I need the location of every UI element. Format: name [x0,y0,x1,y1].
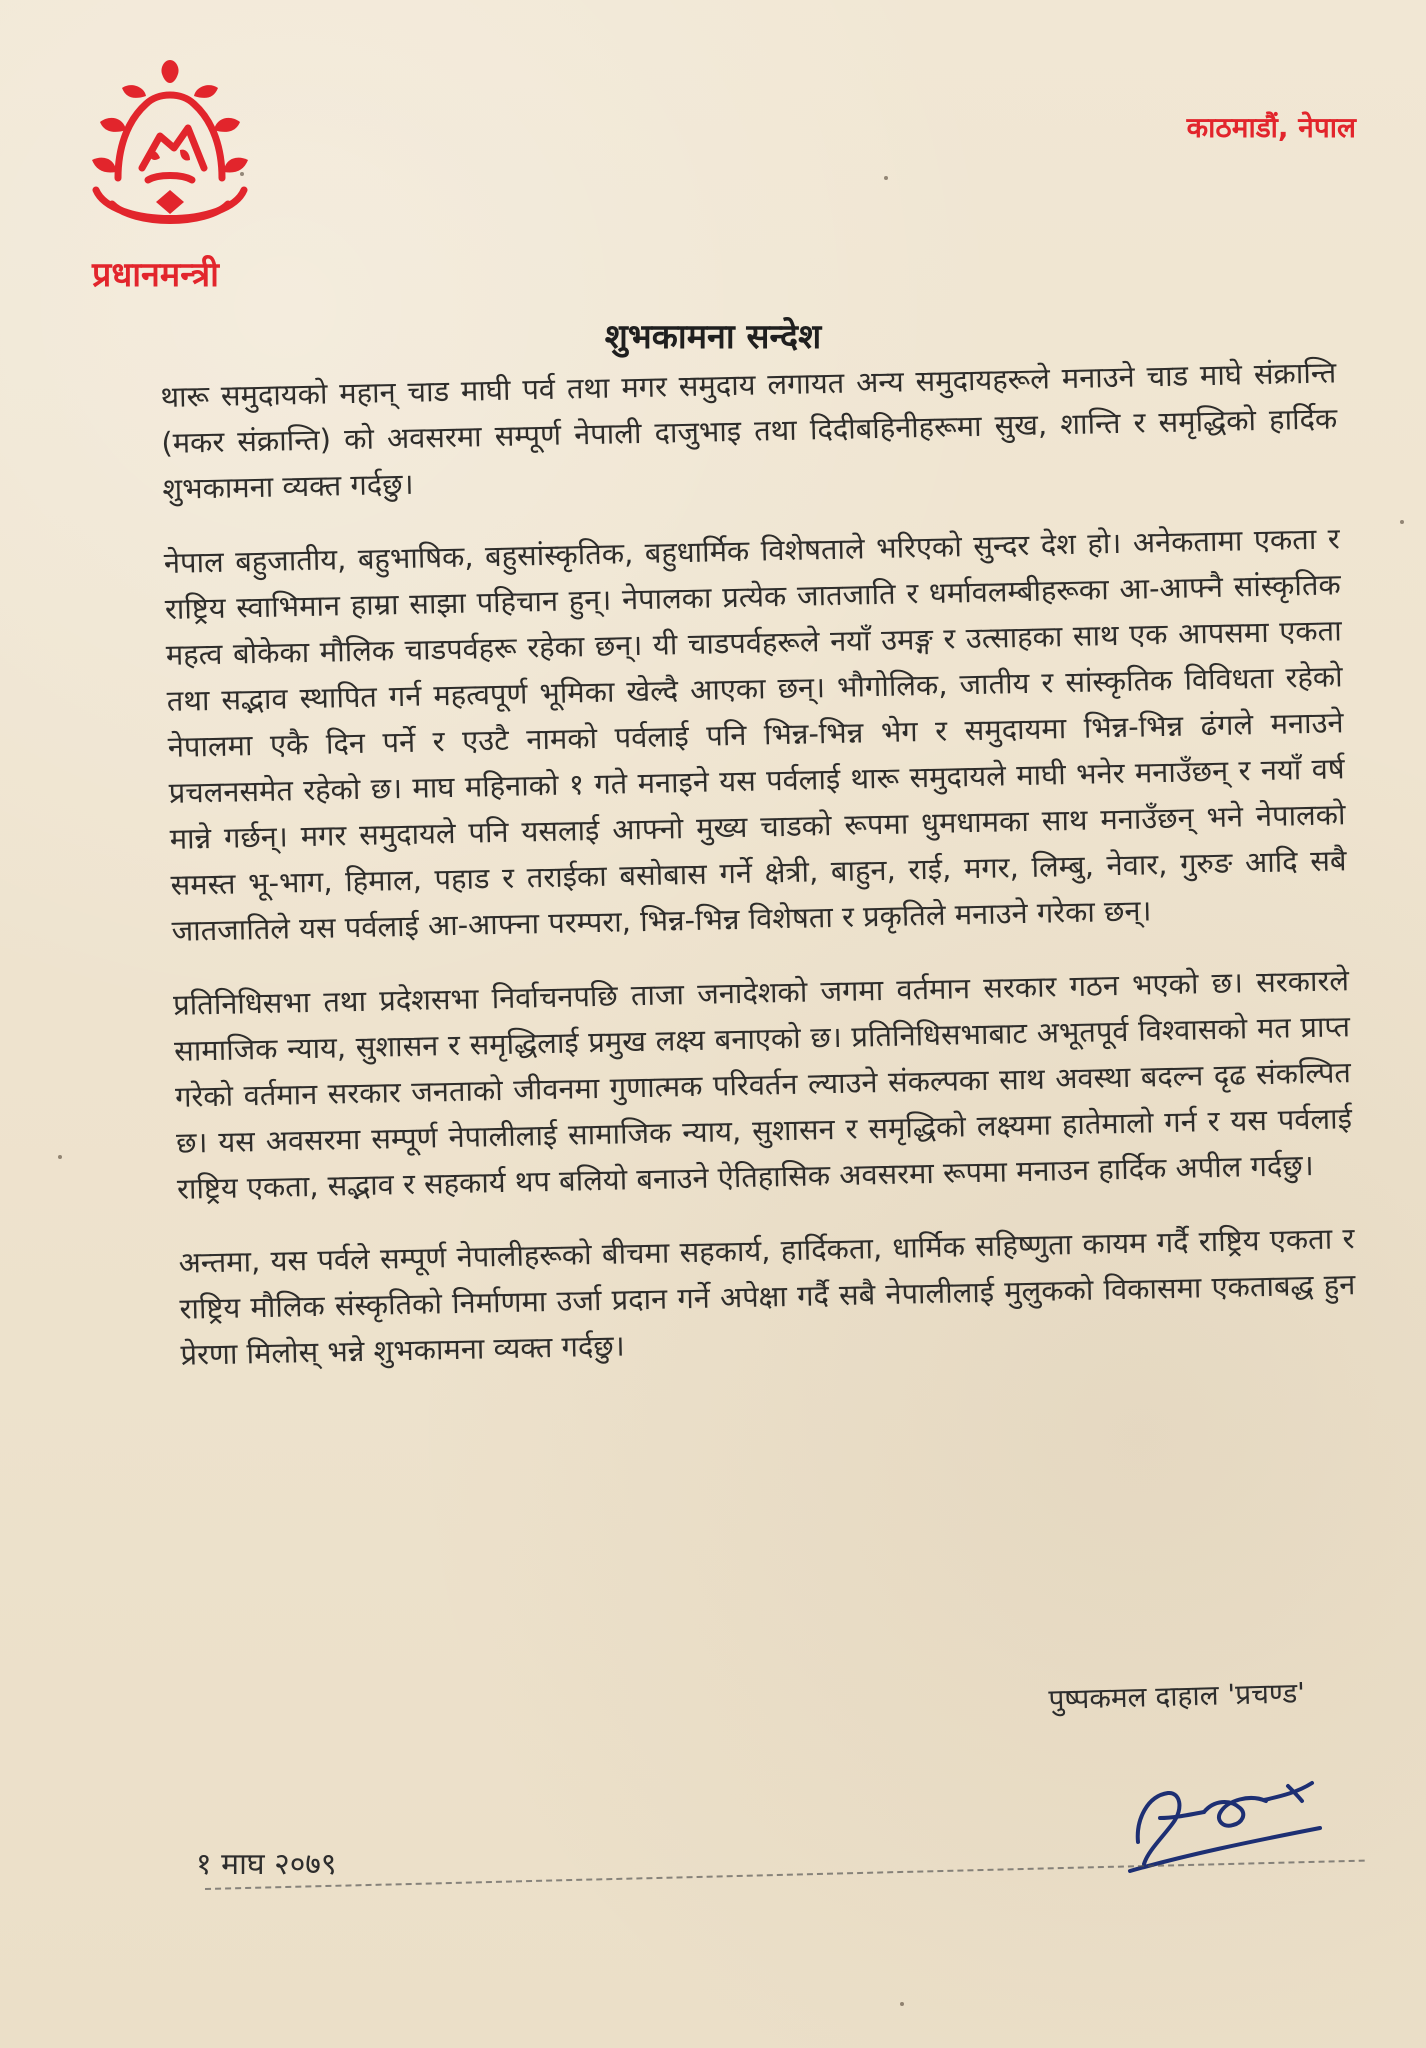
paper-speck [1400,520,1404,524]
handwritten-signature-icon [1112,1765,1337,1887]
message-body [160,349,1357,1405]
nepal-emblem-icon [70,52,270,252]
office-name: प्रधानमन्त्री [92,255,219,295]
document-title: शुभकामना सन्देश [604,317,822,357]
paragraph-1: थारू समुदायको महान् चाड माघी पर्व तथा मगर समुदाय लगायत अन्य समुदायहरूले मनाउने चाड माघे संक्रान्ति (मकर संक्रान्ति) को अवसरमा सम्पूर्ण नेपाली दाजुभाइ तथा दिदीबहिनीहरूमा सुख, शान्ति र समृद्धिको हार्दिक शुभकामना व्यक्त गर्दछु। [160,355,1338,506]
signatory-name: पुष्पकमल दाहाल 'प्रचण्ड' [1048,1676,1306,1716]
paper-speck [58,1155,62,1159]
paper-speck [900,2002,904,2006]
paragraph-3: प्रतिनिधिसभा तथा प्रदेशसभा निर्वाचनपछि ताजा जनादेशको जगमा वर्तमान सरकार गठन भएको छ। सरकारले सामाजिक न्याय, सुशासन र समृद्धिलाई प्रमुख लक्ष्य बनाएको छ। प्रतिनिधिसभाबाट अभूतपूर्व विश्वासको मत प्राप्त गरेको वर्तमान सरकार जनताको जीवनमा गुणात्मक परिवर्तन ल्याउने संकल्पका साथ अवस्था बदल्न दृढ संकल्पित छ। यस अवसरमा सम्पूर्ण नेपालीलाई सामाजिक न्याय, सुशासन र समृद्धिको लक्ष्यमा हातेमालो गर्न र यस पर्वलाई राष्ट्रिय एकता, सद्भाव र सहकार्य थप बलियो बनाउने ऐतिहासिक अवसरमा रूपमा मनाउन हार्दिक अपील गर्दछु। [172,963,1353,1206]
paragraph-2: नेपाल बहुजातीय, बहुभाषिक, बहुसांस्कृतिक, बहुधार्मिक विशेषताले भरिएको सुन्दर देश हो। अनेकतामा एकता र राष्ट्रिय स्वाभिमान हाम्रा साझा पहिचान हुन्। नेपालका प्रत्येक जातजाति र धर्मावलम्बीहरूका आ-आफ्नै सांस्कृतिक महत्व बोकेका मौलिक चाडपर्वहरू रहेका छन्। यी चाडपर्वहरूले नयाँ उमङ्ग र उत्साहका साथ एक आपसमा एकता तथा सद्भाव स्थापित गर्न महत्वपूर्ण भूमिका खेल्दै आएका छन्। भौगोलिक, जातीय र सांस्कृतिक विविधता रहेको नेपालमा एकै दिन पर्ने र एउटै नामको पर्वलाई पनि भिन्न-भिन्न भेग र समुदायमा भिन्न-भिन्न ढंगले मनाउने प्रचलनसमेत रहेको छ। माघ महिनाको १ गते मनाइने यस पर्वलाई थारू समुदायले माघी भनेर मनाउँछन् र नयाँ वर्ष मान्ने गर्छन्। मगर समुदायले पनि यसलाई आफ्नो मुख्य चाडको रूपमा धुमधामका साथ मनाउँछन् भने नेपालको समस्त भू-भाग, हिमाल, पहाड र तराईका बसोबास गर्ने क्षेत्री, बाहुन, राई, मगर, लिम्बु, नेवार, गुरुङ आदि सबै जातजातिले यस पर्वलाई आ-आफ्ना परम्परा, भिन्न-भिन्न विशेषता र प्रकृतिले मनाउने गरेका छन्। [163,521,1347,948]
paper-speck [884,176,888,180]
paragraph-4: अन्तमा, यस पर्वले सम्पूर्ण नेपालीहरूको बीचमा सहकार्य, हार्दिकता, धार्मिक सहिष्णुता कायम गर्दै राष्ट्रिय एकता र राष्ट्रिय मौलिक संस्कृतिको निर्माणमा उर्जा प्रदान गर्ने अपेक्षा गर्दै सबै नेपालीलाई मुलुकको विकासमा एकताबद्ध हुन प्रेरणा मिलोस् भन्ने शुभकामना व्यक्त गर्दछु। [178,1221,1356,1372]
issue-date: १ माघ २०७९ [196,1847,337,1882]
location: काठमाडौं, नेपाल [1186,111,1356,144]
